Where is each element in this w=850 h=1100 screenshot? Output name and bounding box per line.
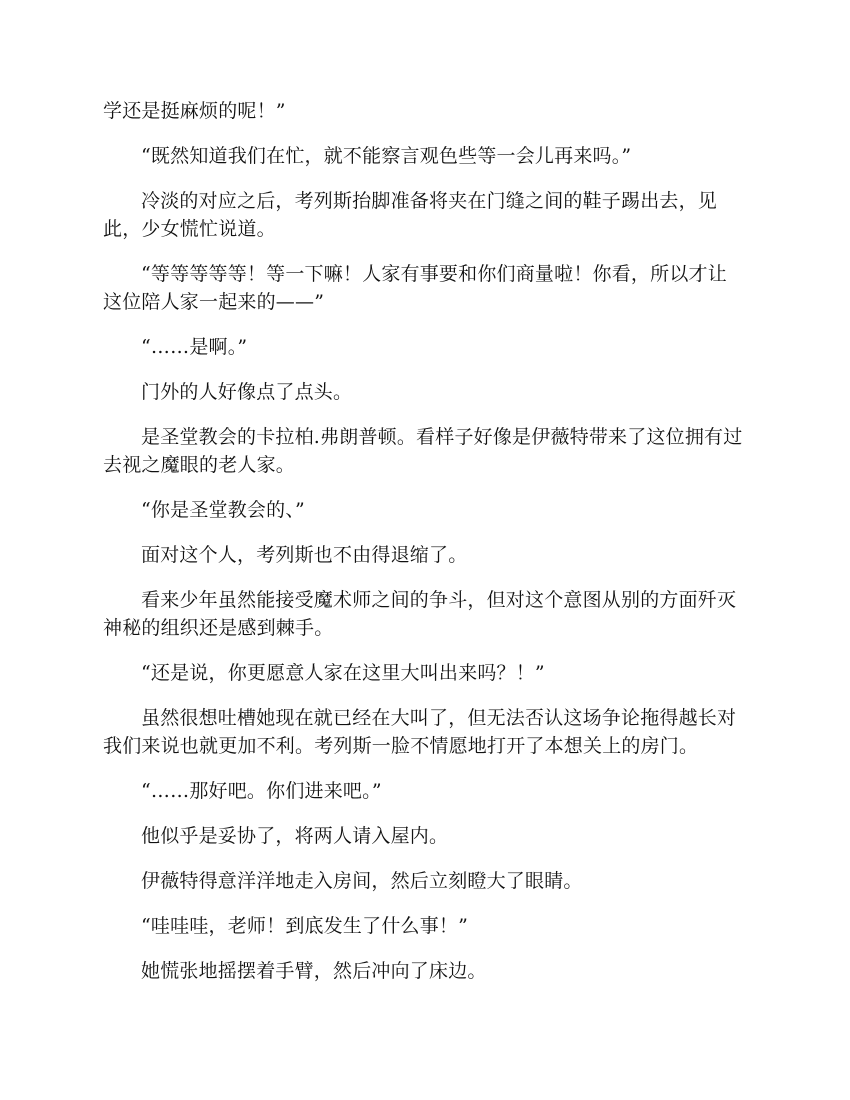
document-body — [103, 97, 743, 1002]
paragraph: 学还是挺麻烦的呢！” — [103, 100, 286, 122]
paragraph: “既然知道我们在忙，就不能察言观色些等一会儿再来吗。” — [141, 145, 632, 167]
paragraph: “……那好吧。你们进来吧。” — [141, 780, 382, 802]
paragraph: “……是啊。” — [141, 336, 248, 358]
paragraph: 是圣堂教会的卡拉柏.弗朗普顿。看样子好像是伊薇特带来了这位拥有过去视之魔眼的老人家。 — [103, 426, 743, 476]
paragraph: 门外的人好像点了点头。 — [141, 381, 353, 403]
paragraph: 他似乎是妥协了，将两人请入屋内。 — [141, 825, 449, 847]
paragraph: “哇哇哇，老师！到底发生了什么事！” — [141, 915, 469, 937]
paragraph: 面对这个人，考列斯也不由得退缩了。 — [141, 544, 468, 566]
paragraph: 看来少年虽然能接受魔术师之间的争斗，但对这个意图从别的方面歼灭神秘的组织还是感到棘手。 — [103, 589, 737, 639]
paragraph: “还是说，你更愿意人家在这里大叫出来吗？！” — [141, 662, 545, 684]
paragraph: 虽然很想吐槽她现在就已经在大叫了，但无法否认这场争论拖得越长对我们来说也就更加不利。考列斯一脸不情愿地打开了本想关上的房门。 — [103, 707, 737, 757]
paragraph: 她慌张地摇摆着手臂，然后冲向了床边。 — [141, 960, 487, 982]
paragraph: “等等等等等！等一下嘛！人家有事要和你们商量啦！你看，所以才让这位陪人家一起来的——” — [103, 263, 727, 313]
paragraph: “你是圣堂教会的、” — [141, 499, 305, 521]
paragraph: 伊薇特得意洋洋地走入房间，然后立刻瞪大了眼睛。 — [141, 870, 583, 892]
paragraph: 冷淡的对应之后，考列斯抬脚准备将夹在门缝之间的鞋子踢出去，见此，少女慌忙说道。 — [103, 190, 718, 240]
